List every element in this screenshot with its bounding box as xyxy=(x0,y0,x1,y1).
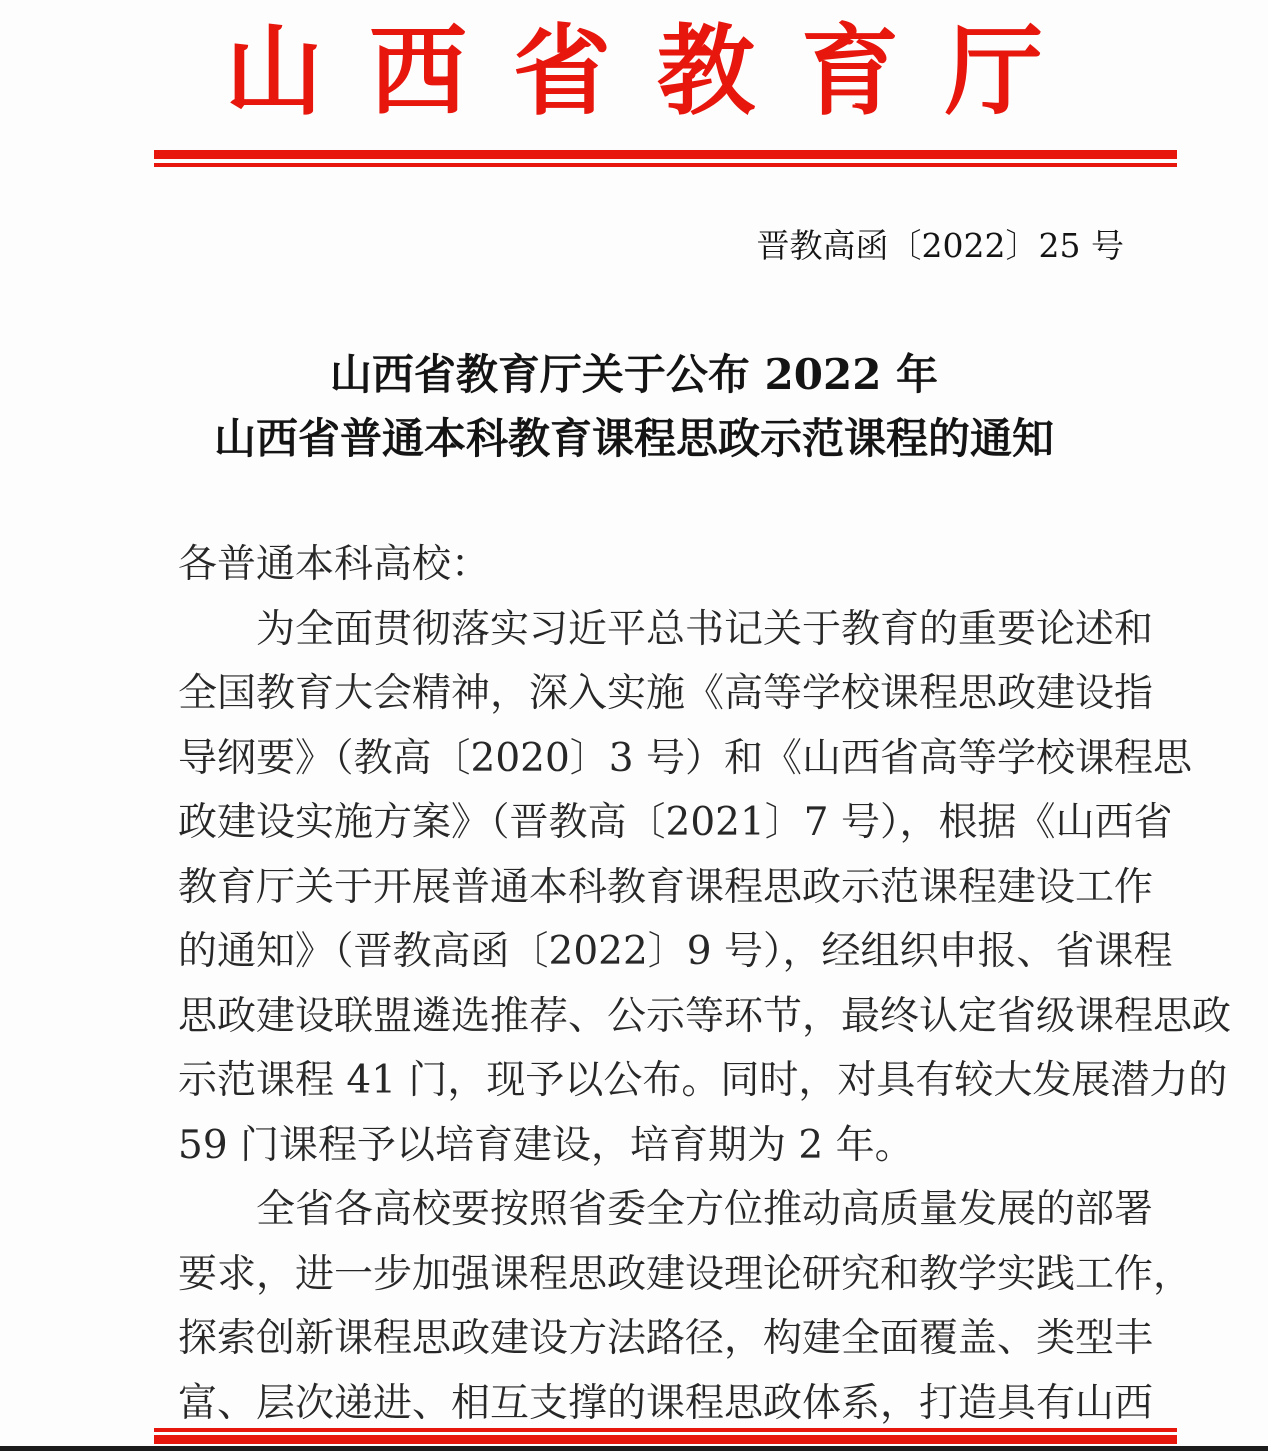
letterhead-rule-thick xyxy=(154,150,1177,159)
footer-rule-thin xyxy=(154,1428,1177,1432)
text-line: 全省各高校要按照省委全方位推动高质量发展的部署 xyxy=(256,1187,1154,1232)
text-line: 导纲要》（教高〔2020〕3 号）和《山西省高等学校课程思 xyxy=(178,735,1192,781)
footer-rule-thick xyxy=(154,1435,1177,1444)
paragraph-1 xyxy=(178,598,1232,1179)
text-line: 富、层次递进、相互支撑的课程思政体系，打造具有山西 xyxy=(178,1380,1154,1426)
document-title-line2: 山西省普通本科教育课程思政示范课程的通知 xyxy=(213,414,1054,463)
letterhead-agency-name: 山西省教育厅 xyxy=(224,14,1089,129)
text-line: 思政建设联盟遴选推荐、公示等环节，最终认定省级课程思政 xyxy=(178,993,1232,1039)
salutation-line: 各普通本科高校： xyxy=(178,542,491,587)
footer-double-rule xyxy=(154,1428,1177,1444)
letterhead-double-rule xyxy=(154,150,1177,167)
text-line: 全国教育大会精神，深入实施《高等学校课程思政建设指 xyxy=(178,671,1154,716)
text-line: 政建设实施方案》（晋教高〔2021〕7 号），根据《山西省 xyxy=(178,800,1173,845)
letterhead-rule-thin xyxy=(154,163,1177,167)
text-line: 为全面贯彻落实习近平总书记关于教育的重要论述和 xyxy=(256,606,1154,652)
paragraph-2 xyxy=(178,1178,1193,1436)
document-title-line1: 山西省教育厅关于公布 2022 年 xyxy=(329,350,939,399)
text-line: 的通知》（晋教高函〔2022〕9 号），经组织申报、省课程 xyxy=(178,929,1173,974)
document-reference-number: 晋教高函〔2022〕25 号 xyxy=(756,226,1124,265)
document-body xyxy=(0,533,1268,1436)
document-title xyxy=(0,343,1268,471)
text-line: 探索创新课程思政建设方法路径，构建全面覆盖、类型丰 xyxy=(178,1316,1154,1361)
text-line: 教育厅关于开展普通本科教育课程思政示范课程建设工作 xyxy=(178,864,1154,910)
page-bottom-edge xyxy=(0,1446,1268,1451)
text-line: 示范课程 41 门，现予以公布。同时，对具有较大发展潜力的 xyxy=(178,1058,1228,1103)
text-line: 要求，进一步加强课程思政建设理论研究和教学实践工作， xyxy=(178,1251,1193,1297)
text-line: 59 门课程予以培育建设，培育期为 2 年。 xyxy=(178,1122,914,1168)
